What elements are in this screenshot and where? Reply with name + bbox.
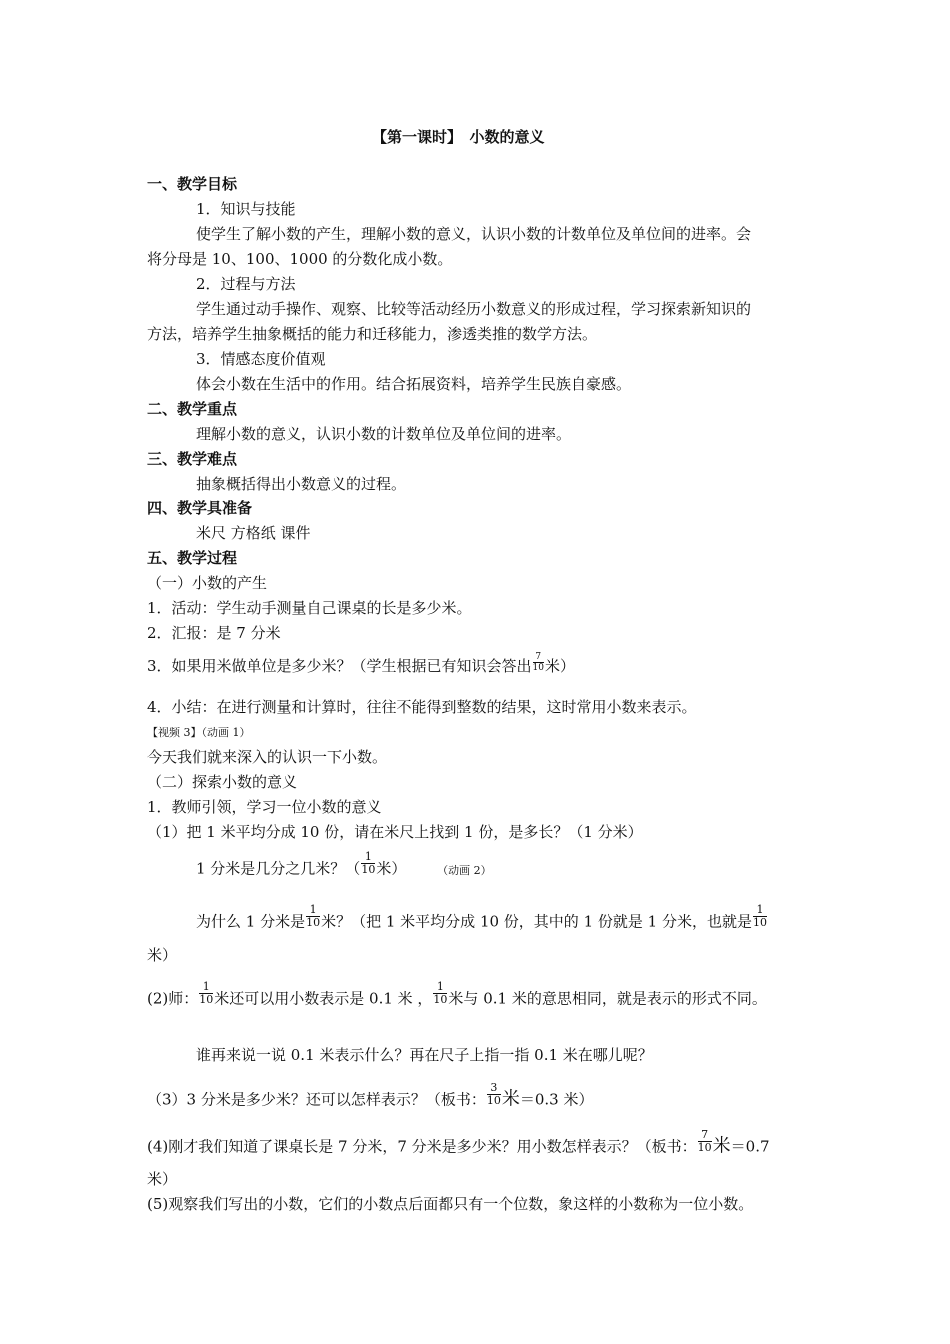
video-reference: 【视频 3】（动画 1）	[147, 726, 251, 739]
fraction-1-10	[306, 904, 320, 929]
process-line-14: (5)观察我们写出的小数，它们的小数点后面都只有一个位数，象这样的小数称为一位小数。	[147, 1195, 754, 1213]
process-line-9-text: 为什么 1 分米是	[196, 912, 306, 931]
process-line-10-c: 米与 0.1 米的意思相同，就是表示的形式不同。	[448, 989, 767, 1008]
process-line-9-end: 米）	[147, 946, 178, 964]
process-line-10	[147, 980, 767, 1012]
fraction-numerator: 1	[202, 980, 210, 993]
subsection-origin: （一）小数的产生	[147, 574, 268, 592]
fraction-denominator: 10	[433, 993, 448, 1006]
fraction-numerator: 1	[364, 850, 372, 863]
fraction-numerator: 3	[490, 1081, 498, 1094]
fraction-7-10	[698, 1129, 712, 1154]
process-line-2: 2．汇报：是 7 分米	[147, 624, 281, 642]
fraction-numerator: 1	[436, 980, 444, 993]
section-heading-objectives: 一、教学目标	[147, 175, 238, 193]
fraction-1-10	[199, 981, 213, 1006]
fraction-denominator: 10	[306, 916, 321, 929]
process-line-9-mid: 米？（把 1 米平均分成 10 份，其中的 1 份就是 1 分米，也就是	[321, 912, 752, 931]
objective-text-1b: 将分母是 10、100、1000 的分数化成小数。	[147, 250, 453, 268]
process-line-3	[147, 651, 576, 678]
section-heading-keypoints: 二、教学重点	[147, 400, 238, 418]
materials-text: 米尺 方格纸 课件	[196, 524, 311, 542]
process-line-13-c: ＝0.7	[730, 1137, 770, 1156]
fraction-numerator: 1	[756, 903, 764, 916]
fraction-denominator: 10	[361, 863, 376, 876]
process-line-8-end: 米）	[376, 859, 407, 878]
difficulty-text: 抽象概括得出小数意义的过程。	[196, 475, 407, 493]
process-line-6: 1．教师引领，学习一位小数的意义	[147, 798, 382, 816]
fraction-denominator: 10	[752, 916, 767, 929]
subsection-meaning: （二）探索小数的意义	[147, 773, 298, 791]
process-line-10-a: (2)师：	[147, 989, 199, 1008]
process-line-1: 1．活动：学生动手测量自己课桌的长是多少米。	[147, 599, 472, 617]
process-line-13-end: 米）	[147, 1170, 178, 1188]
fraction-denominator: 10	[532, 662, 544, 673]
fraction-3-10	[487, 1082, 501, 1107]
page-title: 【第一课时】 小数的意义	[372, 128, 545, 146]
process-line-9	[196, 903, 768, 935]
process-line-4: 4．小结：在进行测量和计算时，往往不能得到整数的结果，这时常用小数来表示。	[147, 698, 697, 716]
objective-item-3: 3．情感态度价值观	[196, 350, 326, 368]
unit-meter: 米	[712, 1135, 731, 1157]
animation-reference: （动画 2）	[437, 863, 492, 877]
fraction-numerator: 7	[535, 651, 542, 662]
fraction-denominator: 10	[697, 1141, 712, 1154]
objective-text-3: 体会小数在生活中的作用。结合拓展资料，培养学生民族自豪感。	[196, 375, 632, 393]
fraction-denominator: 10	[199, 993, 214, 1006]
fraction-1-10	[361, 851, 375, 876]
fraction-numerator: 7	[701, 1128, 709, 1141]
process-line-7: （1）把 1 米平均分成 10 份，请在米尺上找到 1 份，是多长？（1 分米）	[147, 823, 643, 841]
process-line-13-a: (4)刚才我们知道了课桌长是 7 分米，7 分米是多少米？用小数怎样表示？（板书：	[147, 1137, 697, 1156]
process-line-5: 今天我们就来深入的认识一下小数。	[147, 748, 388, 766]
fraction-numerator: 1	[309, 903, 317, 916]
objective-text-2a: 学生通过动手操作、观察、比较等活动经历小数意义的形成过程，学习探索新知识的	[196, 300, 752, 318]
process-line-12-c: ＝0.3 米）	[519, 1090, 594, 1109]
process-line-11: 谁再来说一说 0.1 米表示什么？再在尺子上指一指 0.1 米在哪儿呢？	[196, 1046, 653, 1064]
process-line-8-text: 1 分米是几分之几米？（	[196, 859, 361, 878]
process-line-3-end: 米）	[545, 657, 576, 675]
process-line-13	[147, 1128, 770, 1160]
fraction-denominator: 10	[486, 1094, 501, 1107]
objective-item-1: 1．知识与技能	[196, 200, 296, 218]
process-line-12	[147, 1081, 594, 1113]
section-heading-process: 五、教学过程	[147, 549, 238, 567]
keypoints-text: 理解小数的意义，认识小数的计数单位及单位间的进率。	[196, 425, 572, 443]
process-line-12-a: （3）3 分米是多少米？还可以怎样表示？（板书：	[147, 1090, 486, 1109]
unit-meter: 米	[501, 1088, 520, 1110]
process-line-10-b: 米还可以用小数表示是 0.1 米 ，	[214, 989, 433, 1008]
section-heading-materials: 四、教学具准备	[147, 499, 253, 517]
process-line-8	[196, 850, 492, 882]
fraction-1-10	[753, 904, 767, 929]
fraction-1-10	[433, 981, 447, 1006]
section-heading-difficulty: 三、教学难点	[147, 450, 238, 468]
process-line-3-text: 3．如果用米做单位是多少米？（学生根据已有知识会答出	[147, 657, 532, 675]
objective-item-2: 2．过程与方法	[196, 275, 296, 293]
fraction-7-10	[533, 652, 544, 673]
objective-text-1a: 使学生了解小数的产生，理解小数的意义，认识小数的计数单位及单位间的进率。会	[196, 225, 752, 243]
objective-text-2b: 方法，培养学生抽象概括的能力和迁移能力，渗透类推的数学方法。	[147, 325, 598, 343]
